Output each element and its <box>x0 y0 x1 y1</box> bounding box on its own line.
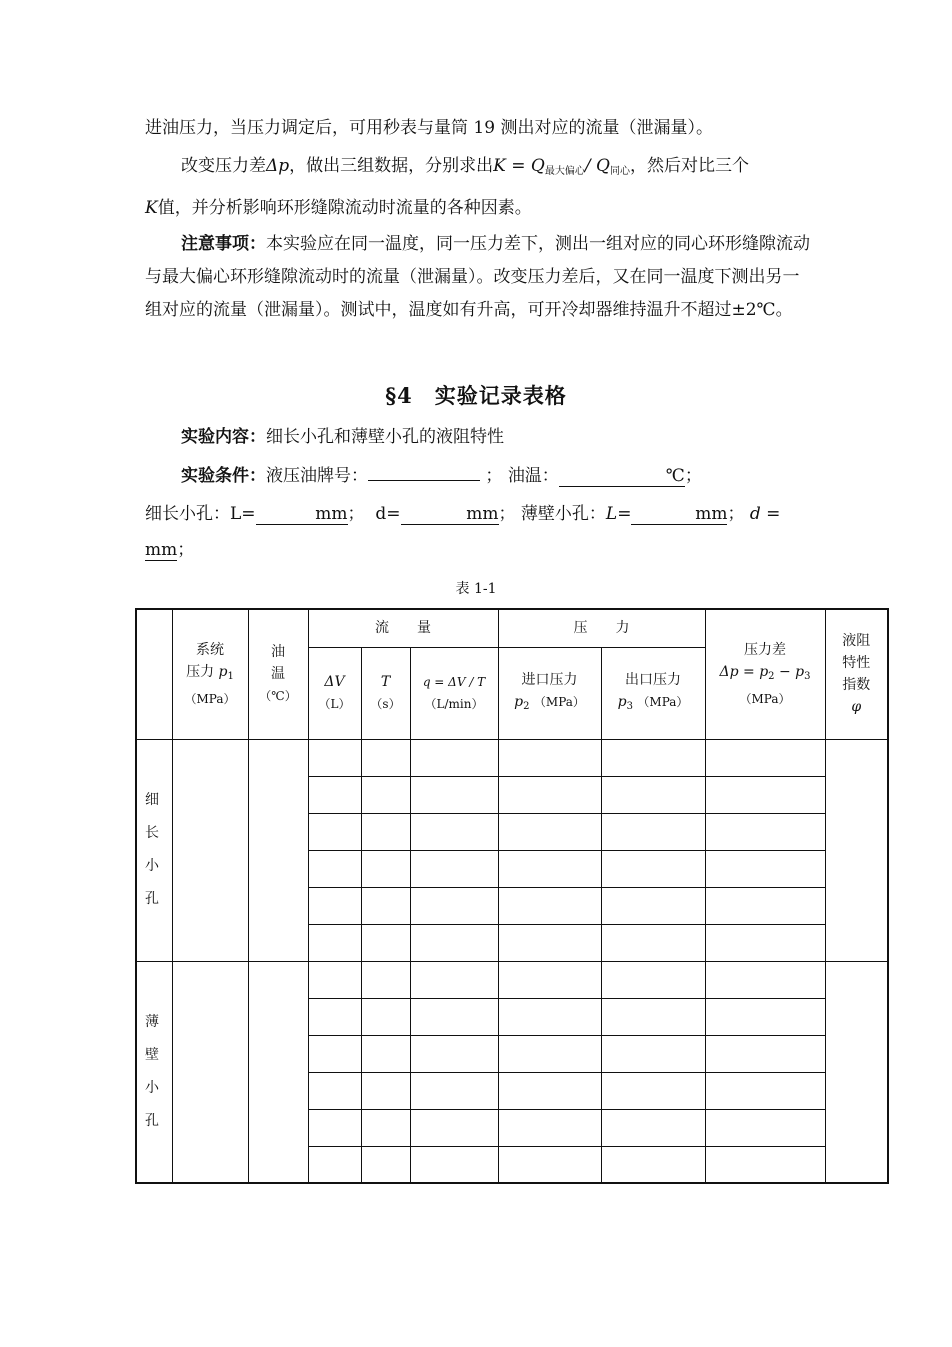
paragraph-2: 改变压力差Δp，做出三组数据，分别求出$K = Q_{最大偏心}/$ $Q_{同心}$，然后对比三个 <box>181 156 749 177</box>
table-cell[interactable] <box>705 1072 825 1109</box>
table-cell[interactable] <box>705 850 825 887</box>
table-cell[interactable] <box>410 739 498 776</box>
table-cell[interactable] <box>308 961 361 998</box>
header-outlet-pressure: 出口压力 $p_3$ （MPa） <box>601 647 705 739</box>
header-system-pressure: 系统 压力 $p_1$ （MPa） <box>172 609 248 739</box>
header-T: T （s） <box>361 647 410 739</box>
table-cell[interactable] <box>410 887 498 924</box>
header-oil-temp: 油 温 （℃） <box>248 609 308 739</box>
table-cell[interactable] <box>361 850 410 887</box>
table-cell[interactable] <box>308 850 361 887</box>
table-cell[interactable] <box>308 924 361 961</box>
table-cell[interactable] <box>308 998 361 1035</box>
table-cell[interactable] <box>361 887 410 924</box>
table-cell[interactable] <box>601 887 705 924</box>
header-resistance-index: 液阻 特性 指数 φ <box>825 609 888 739</box>
table-cell[interactable] <box>705 1109 825 1146</box>
header-dV: ΔV （L） <box>308 647 361 739</box>
table-cell[interactable] <box>498 998 601 1035</box>
table-cell[interactable] <box>361 1072 410 1109</box>
cell-index-thin[interactable] <box>825 961 888 1183</box>
table-cell[interactable] <box>601 924 705 961</box>
oil-temp-blank: ℃ <box>559 466 685 487</box>
oil-brand-blank <box>368 480 480 481</box>
table-cell[interactable] <box>410 924 498 961</box>
table-cell[interactable] <box>308 1109 361 1146</box>
header-pressure: 压 力 <box>498 609 705 647</box>
table-cell[interactable] <box>410 1146 498 1183</box>
table-cell[interactable] <box>498 850 601 887</box>
table-cell[interactable] <box>308 739 361 776</box>
long-hole-L-blank: mm <box>256 504 348 525</box>
table-cell[interactable] <box>361 1035 410 1072</box>
table-cell[interactable] <box>498 1072 601 1109</box>
table-cell[interactable] <box>498 739 601 776</box>
paragraph-2-cont: K值，并分析影响环形缝隙流动时流量的各种因素。 <box>145 198 532 218</box>
note-label: 注意事项： <box>181 234 266 254</box>
table-cell[interactable] <box>308 887 361 924</box>
hole-dimensions-cont: mm； <box>145 540 195 560</box>
table-cell[interactable] <box>601 1035 705 1072</box>
table-cell[interactable] <box>361 1146 410 1183</box>
table-cell[interactable] <box>361 776 410 813</box>
table-cell[interactable] <box>361 739 410 776</box>
table-cell[interactable] <box>308 776 361 813</box>
table-cell[interactable] <box>601 776 705 813</box>
group-label-thin-hole: 薄 壁 小 孔 <box>136 961 172 1183</box>
header-flow: 流 量 <box>308 609 498 647</box>
cell-oil-temp-long[interactable] <box>248 739 308 961</box>
table-cell[interactable] <box>705 1146 825 1183</box>
header-pressure-diff: 压力差 $\Delta p = p_2 - p_3$ （MPa） <box>705 609 825 739</box>
table-cell[interactable] <box>705 998 825 1035</box>
group-label-long-hole: 细 长 小 孔 <box>136 739 172 961</box>
paragraph-1: 进油压力，当压力调定后，可用秒表与量筒 19 测出对应的流量（泄漏量）。 <box>145 118 713 138</box>
table-cell[interactable] <box>361 813 410 850</box>
table-cell[interactable] <box>308 1035 361 1072</box>
table-cell[interactable] <box>601 961 705 998</box>
table-cell[interactable] <box>410 1072 498 1109</box>
table-cell[interactable] <box>308 1146 361 1183</box>
experiment-content: 实验内容：细长小孔和薄壁小孔的液阻特性 <box>181 427 504 447</box>
cell-oil-temp-thin[interactable] <box>248 961 308 1183</box>
note-paragraph: 注意事项：本实验应在同一温度，同一压力差下，测出一组对应的同心环形缝隙流动与最大偏心环形缝隙流动时的流量（泄漏量）。改变压力差后，又在同一温度下测出另一组对应的流量（泄漏量）。测试中，温度如有升高，可开冷却器维持温升不超过±2℃。 <box>145 234 810 320</box>
long-hole-d-blank: mm <box>401 504 499 525</box>
table-cell[interactable] <box>498 924 601 961</box>
experiment-conditions: 实验条件：液压油牌号： ； 油温： ℃； <box>181 466 702 486</box>
table-cell[interactable] <box>410 998 498 1035</box>
table-cell[interactable] <box>410 776 498 813</box>
table-caption: 表 1-1 <box>455 581 497 597</box>
table-cell[interactable] <box>410 813 498 850</box>
cell-sys-pressure-long[interactable] <box>172 739 248 961</box>
table-cell[interactable] <box>498 776 601 813</box>
table-cell[interactable] <box>498 1146 601 1183</box>
table-cell[interactable] <box>498 887 601 924</box>
table-cell[interactable] <box>498 1035 601 1072</box>
table-cell[interactable] <box>410 850 498 887</box>
table-cell[interactable] <box>601 813 705 850</box>
section-title: §4 实验记录表格 <box>385 383 567 408</box>
table-cell[interactable] <box>705 739 825 776</box>
table-cell[interactable] <box>361 998 410 1035</box>
table-cell[interactable] <box>498 1109 601 1146</box>
table-cell[interactable] <box>498 813 601 850</box>
table-cell[interactable] <box>410 1109 498 1146</box>
group-header-empty <box>136 609 172 739</box>
table-cell[interactable] <box>601 998 705 1035</box>
table-cell[interactable] <box>410 961 498 998</box>
table-cell[interactable] <box>361 961 410 998</box>
record-table <box>135 608 889 1184</box>
table-cell[interactable] <box>601 1146 705 1183</box>
thin-hole-L-blank: mm <box>631 504 727 525</box>
cell-index-long[interactable] <box>825 739 888 961</box>
table-cell[interactable] <box>601 1072 705 1109</box>
header-q: q = ΔV / T （L/min） <box>410 647 498 739</box>
table-cell[interactable] <box>705 887 825 924</box>
table-cell[interactable] <box>705 776 825 813</box>
hole-dimensions: 细长小孔：L= mm； d= mm； 薄壁小孔：L= mm； d = <box>145 504 781 524</box>
table-cell[interactable] <box>361 1109 410 1146</box>
table-cell[interactable] <box>705 813 825 850</box>
header-inlet-pressure: 进口压力 $p_2$ （MPa） <box>498 647 601 739</box>
table-cell[interactable] <box>410 1035 498 1072</box>
table-cell[interactable] <box>361 924 410 961</box>
table-cell[interactable] <box>601 850 705 887</box>
table-cell[interactable] <box>705 961 825 998</box>
table-cell[interactable] <box>705 924 825 961</box>
table-cell[interactable] <box>308 813 361 850</box>
table-cell[interactable] <box>705 1035 825 1072</box>
table-cell[interactable] <box>308 1072 361 1109</box>
table-cell[interactable] <box>498 961 601 998</box>
table-cell[interactable] <box>601 1109 705 1146</box>
table-cell[interactable] <box>601 739 705 776</box>
cell-sys-pressure-thin[interactable] <box>172 961 248 1183</box>
